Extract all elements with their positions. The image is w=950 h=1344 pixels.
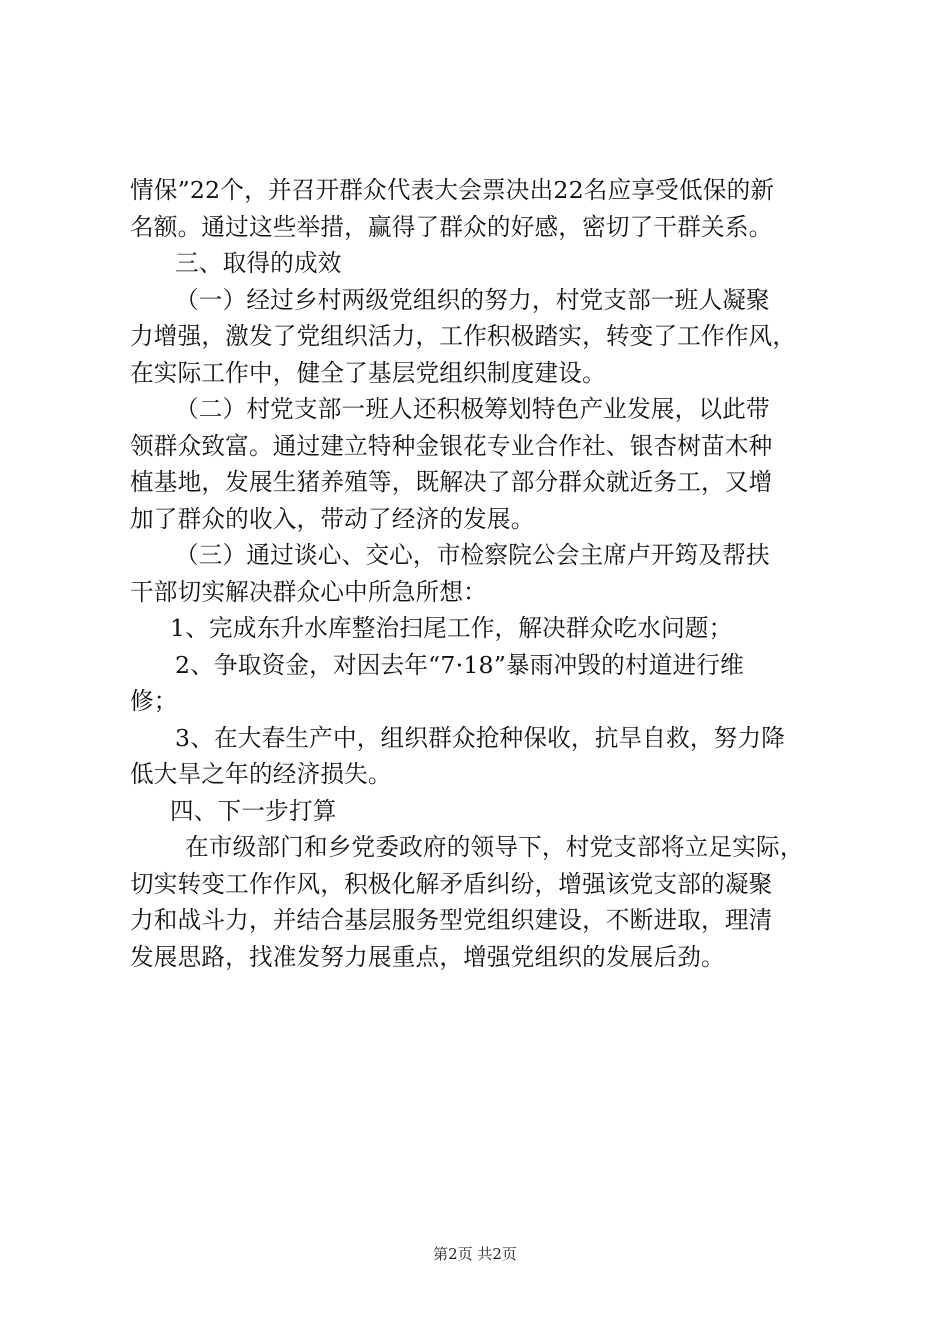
text-line: （三）通过谈心、交心，市检察院公会主席卢开筠及帮扶 [175, 541, 770, 569]
text-line: 力增强，激发了党组织活力，工作积极踏实，转变了工作作风， [130, 322, 797, 350]
text-line: 干部切实解决群众心中所急所想： [130, 577, 487, 606]
text-line: 切实转变工作作风，积极化解矛盾纠纷，增强该党支部的凝聚 [130, 869, 773, 898]
list-item: 1、完成东升水库整治扫尾工作，解决群众吃水问题； [170, 614, 733, 642]
page-footer: 第2页 共2页 [433, 1245, 517, 1263]
text-line: 领群众致富。通过建立特种金银花专业合作社、银杏树苗木种 [130, 431, 773, 460]
text-line: 情保”22个，并召开群众代表大会票决出22名应享受低保的新 [130, 176, 775, 204]
text-line: 低大旱之年的经济损失。 [130, 760, 392, 788]
list-item: 3、在大春生产中，组织群众抢种保收，抗旱自救，努力降 [175, 723, 786, 752]
list-item: 2、争取资金，对因去年“7·18”暴雨冲毁的村道进行维 [175, 650, 744, 679]
text-line: 修； [130, 687, 178, 715]
text-line: 发展思路，找准发努力展重点，增强党组织的发展后劲。 [130, 942, 725, 971]
text-line: 名额。通过这些举措，赢得了群众的好感，密切了干群关系。 [130, 212, 773, 241]
text-line: 加了群众的收入，带动了经济的发展。 [130, 504, 535, 533]
text-line: （二）村党支部一班人还积极筹划特色产业发展，以此带 [175, 395, 770, 423]
text-line: 在实际工作中，健全了基层党组织制度建设。 [130, 358, 606, 387]
text-line: 在市级部门和乡党委政府的领导下，村党支部将立足实际， [185, 833, 804, 861]
text-line: 植基地，发展生猪养殖等，既解决了部分群众就近务工，又增 [130, 468, 773, 496]
text-line: （一）经过乡村两级党组织的努力，村党支部一班人凝聚 [175, 285, 770, 314]
document-body [130, 172, 830, 975]
section-heading: 三、取得的成效 [175, 249, 342, 277]
text-line: 力和战斗力，并结合基层服务型党组织建设，不断进取，理清 [130, 906, 773, 934]
section-heading: 四、下一步打算 [170, 796, 337, 825]
